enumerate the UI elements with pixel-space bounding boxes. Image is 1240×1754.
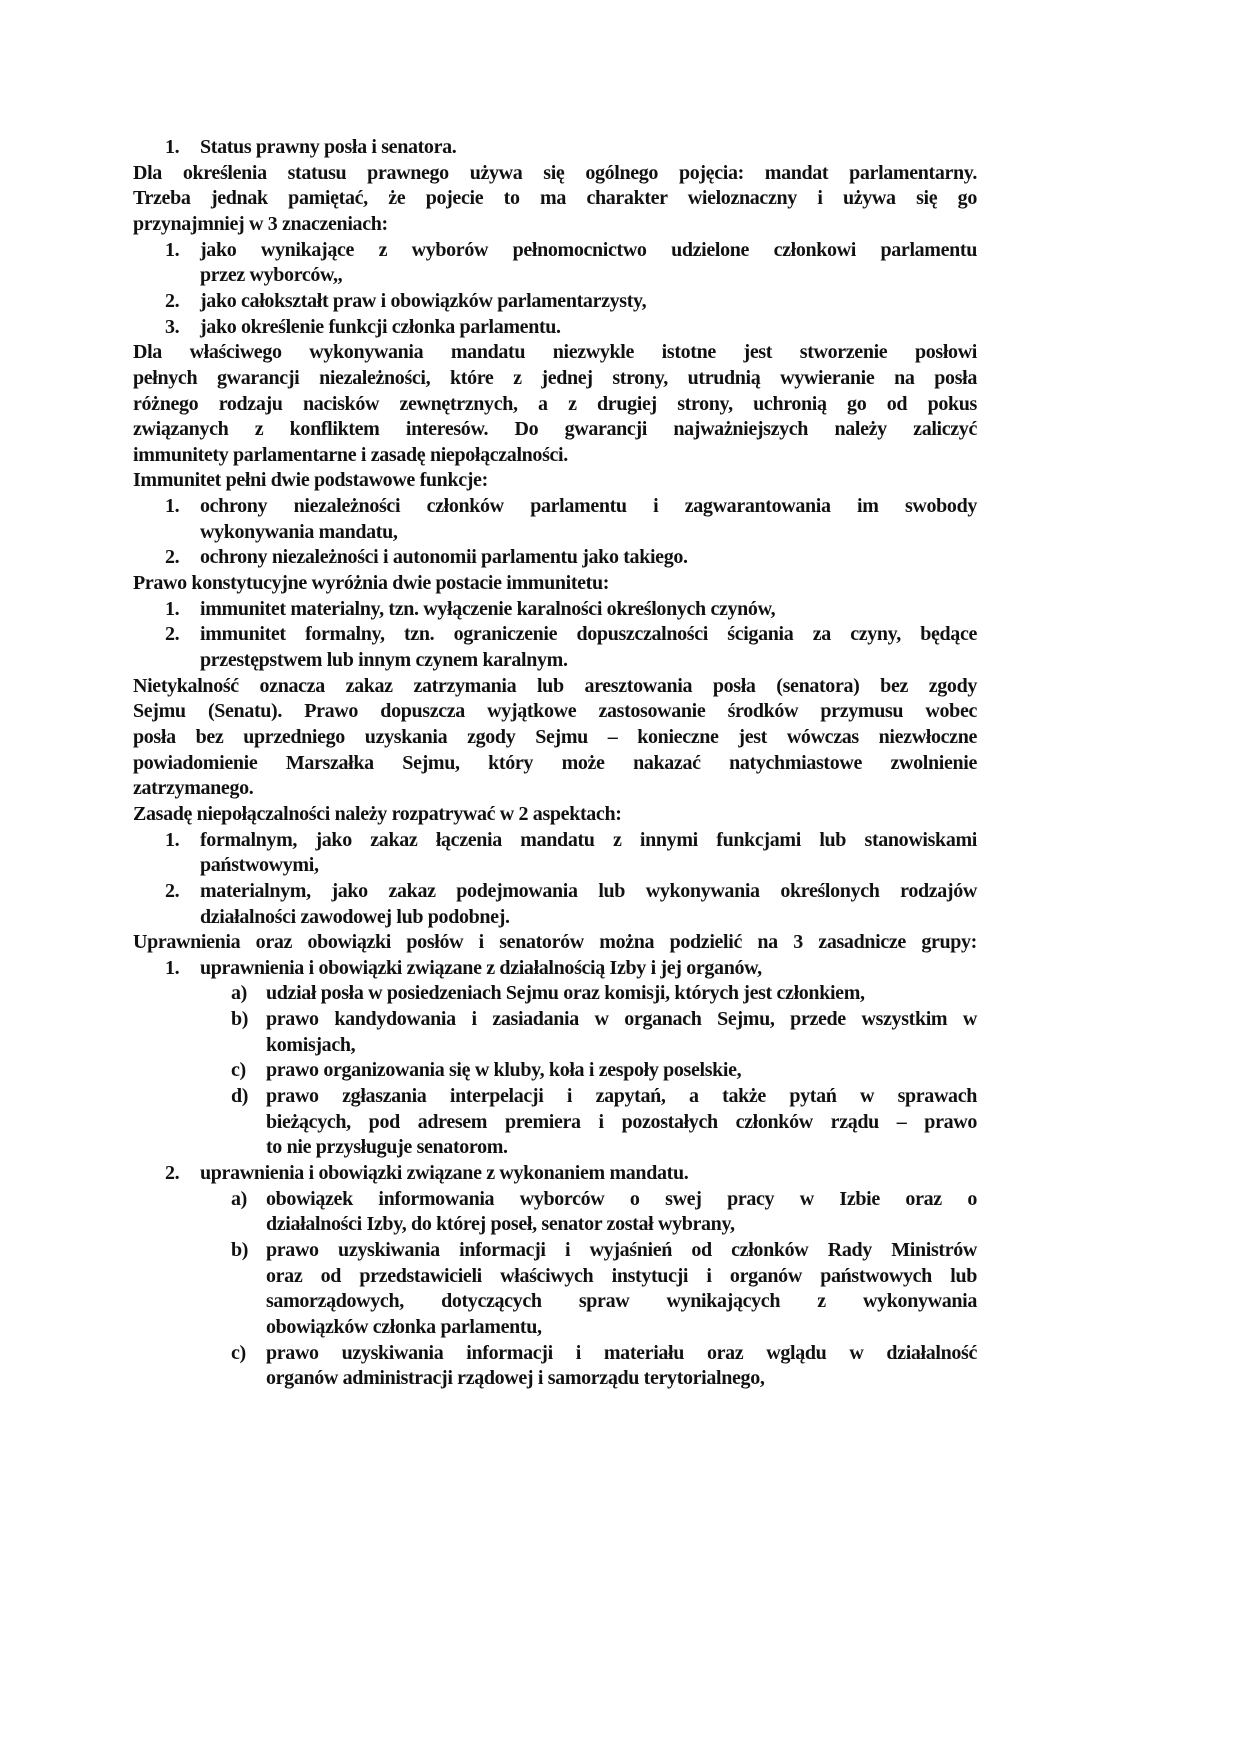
text-line <box>133 391 977 417</box>
list-item-line <box>231 1057 977 1083</box>
line-text: działalności zawodowej lub podobnej. <box>200 905 510 928</box>
line-text: ochrony niezależności członków parlamentu i zagwarantowania im swobody <box>200 495 977 518</box>
line-text: uprawnienia i obowiązki związane z działalnością Izby i jej organów, <box>200 956 762 979</box>
line-text: uprawnienia i obowiązki związane z wykonaniem mandatu. <box>200 1162 689 1184</box>
line-text: jako wynikające z wyborów pełnomocnictwo udzielone członkowi parlamentu <box>200 238 977 261</box>
text-line <box>133 211 977 237</box>
text-line <box>165 852 977 878</box>
list-item-line <box>165 237 977 263</box>
list-item-line <box>165 878 977 904</box>
line-text: jako całokształt praw i obowiązków parlamentarzysty, <box>200 289 647 312</box>
line-text: komisjach, <box>266 1033 356 1056</box>
line-text: wykonywania mandatu, <box>200 520 398 543</box>
list-marker: a) <box>231 982 247 1005</box>
list-marker: c) <box>231 1059 246 1082</box>
line-text: Dla określenia statusu prawnego używa się ogólnego pojęcia: mandat parlamentarny. <box>133 161 977 184</box>
line-text: obowiązek informowania wyborców o swej pracy w Izbie oraz o <box>266 1187 977 1210</box>
line-text: ochrony niezależności i autonomii parlamentu jako takiego. <box>200 546 688 569</box>
line-text: obowiązków członka parlamentu, <box>266 1315 542 1338</box>
list-item-line <box>165 314 977 340</box>
line-text: prawo uzyskiwania informacji i materiału oraz wglądu w działalność <box>266 1341 977 1364</box>
line-text: państwowymi, <box>200 854 319 877</box>
line-text: immunitet materialny, tzn. wyłączenie karalności określonych czynów, <box>200 597 776 620</box>
list-marker: b) <box>231 1238 249 1261</box>
list-marker: c) <box>231 1341 246 1364</box>
text-line <box>165 647 977 673</box>
line-text: związanych z konfliktem interesów. Do gwarancji najważniejszych należy zaliczyć <box>133 418 977 441</box>
text-line <box>165 262 977 288</box>
text-line <box>133 416 977 442</box>
text-line <box>133 339 977 365</box>
text-line <box>133 365 977 391</box>
line-text: jako określenie funkcji członka parlamentu. <box>200 315 561 338</box>
line-text: posła bez uprzedniego uzyskania zgody Sejmu – konieczne jest wówczas niezwłoczne <box>133 725 977 748</box>
line-text: formalnym, jako zakaz łączenia mandatu z innymi funkcjami lub stanowiskami <box>200 828 977 851</box>
list-marker: d) <box>231 1085 249 1108</box>
text-line <box>133 724 977 750</box>
line-text: Dla właściwego wykonywania mandatu niezwykle istotne jest stworzenie posłowi <box>133 341 977 364</box>
text-line <box>231 1134 977 1160</box>
text-line <box>133 750 977 776</box>
list-item-line <box>165 134 977 160</box>
text-line <box>231 1365 977 1391</box>
text-line <box>165 519 977 545</box>
text-line <box>231 1032 977 1058</box>
line-text: bieżących, pod adresem premiera i pozostałych członków rządu – prawo <box>266 1110 977 1133</box>
list-item-line <box>165 955 977 981</box>
list-item-line <box>231 1083 977 1109</box>
line-text: Status prawny posła i senatora. <box>200 136 457 158</box>
list-marker: 3. <box>165 315 180 338</box>
text-line <box>133 185 977 211</box>
line-text: przynajmniej w 3 znaczeniach: <box>133 212 388 235</box>
list-marker: 2. <box>165 1162 180 1184</box>
list-marker: 1. <box>165 956 180 979</box>
list-item-line <box>231 1340 977 1366</box>
line-text: materialnym, jako zakaz podejmowania lub wykonywania określonych rodzajów <box>200 879 977 902</box>
line-text: immunitety parlamentarne i zasadę niepołączalności. <box>133 443 568 466</box>
line-text: Trzeba jednak pamiętać, że pojecie to ma charakter wieloznaczny i używa się go <box>133 187 977 210</box>
text-line <box>133 160 977 186</box>
line-text: prawo organizowania się w kluby, koła i zespoły poselskie, <box>266 1059 742 1082</box>
line-text: różnego rodzaju nacisków zewnętrznych, a z drugiej strony, uchronią go od pokus <box>133 392 977 415</box>
list-item-line <box>165 621 977 647</box>
text-line <box>133 467 977 493</box>
list-marker: 1. <box>165 828 180 851</box>
text-line <box>231 1263 977 1289</box>
text-line <box>133 698 977 724</box>
list-marker: 2. <box>165 289 180 312</box>
list-marker: a) <box>231 1187 247 1210</box>
line-text: Nietykalność oznacza zakaz zatrzymania lub aresztowania posła (senatora) bez zgody <box>133 674 977 697</box>
line-text: Uprawnienia oraz obowiązki posłów i senatorów można podzielić na 3 zasadnicze grupy: <box>133 931 977 954</box>
text-line <box>165 904 977 930</box>
text-line <box>133 673 977 699</box>
text-line <box>133 442 977 468</box>
line-text: Zasadę niepołączalności należy rozpatrywać w 2 aspektach: <box>133 802 622 825</box>
list-item-line <box>165 596 977 622</box>
list-marker: 1. <box>165 597 180 620</box>
line-text: prawo uzyskiwania informacji i wyjaśnień od członków Rady Ministrów <box>266 1238 977 1261</box>
line-text: Immunitet pełni dwie podstawowe funkcje: <box>133 469 488 492</box>
line-text: udział posła w posiedzeniach Sejmu oraz komisji, których jest członkiem, <box>266 982 865 1005</box>
list-item-line <box>165 288 977 314</box>
line-text: to nie przysługuje senatorom. <box>266 1136 508 1159</box>
line-text: prawo kandydowania i zasiadania w organach Sejmu, przede wszystkim w <box>266 1008 977 1031</box>
list-item-line <box>231 1186 977 1212</box>
list-item-line <box>165 493 977 519</box>
text-line <box>133 929 977 955</box>
list-item-line <box>165 544 977 570</box>
text-line <box>231 1314 977 1340</box>
list-marker: 1. <box>165 495 180 518</box>
text-line <box>231 1109 977 1135</box>
list-item-line <box>165 1160 977 1186</box>
line-text: immunitet formalny, tzn. ograniczenie dopuszczalności ścigania za czyny, będące <box>200 623 977 646</box>
line-text: prawo zgłaszania interpelacji i zapytań, a także pytań w sprawach <box>266 1085 977 1108</box>
list-item-line <box>231 1006 977 1032</box>
line-text: działalności Izby, do której poseł, senator został wybrany, <box>266 1213 735 1236</box>
list-marker: 2. <box>165 623 180 646</box>
list-item-line <box>231 980 977 1006</box>
line-text: Prawo konstytucyjne wyróżnia dwie postacie immunitetu: <box>133 572 610 595</box>
line-text: oraz od przedstawicieli właściwych instytucji i organów państwowych lub <box>266 1264 977 1287</box>
list-marker: b) <box>231 1008 249 1031</box>
line-text: pełnych gwarancji niezależności, które z jednej strony, utrudnią wywieranie na posła <box>133 366 977 389</box>
line-text: zatrzymanego. <box>133 777 254 800</box>
text-line <box>133 801 977 827</box>
text-line <box>133 570 977 596</box>
list-marker: 1. <box>165 136 180 158</box>
line-text: samorządowych, dotyczących spraw wynikających z wykonywania <box>266 1290 977 1313</box>
list-item-line <box>165 827 977 853</box>
line-text: powiadomienie Marszałka Sejmu, który może nakazać natychmiastowe zwolnienie <box>133 751 977 774</box>
list-marker: 1. <box>165 238 180 261</box>
line-text: przestępstwem lub innym czynem karalnym. <box>200 649 568 671</box>
text-line <box>231 1211 977 1237</box>
list-item-line <box>231 1237 977 1263</box>
line-text: przez wyborców,, <box>200 264 343 287</box>
text-line <box>133 775 977 801</box>
list-marker: 2. <box>165 879 180 902</box>
line-text: Sejmu (Senatu). Prawo dopuszcza wyjątkowe zastosowanie środków przymusu wobec <box>133 700 977 723</box>
line-text: organów administracji rządowej i samorządu terytorialnego, <box>266 1367 765 1390</box>
list-marker: 2. <box>165 546 180 569</box>
text-line <box>231 1288 977 1314</box>
